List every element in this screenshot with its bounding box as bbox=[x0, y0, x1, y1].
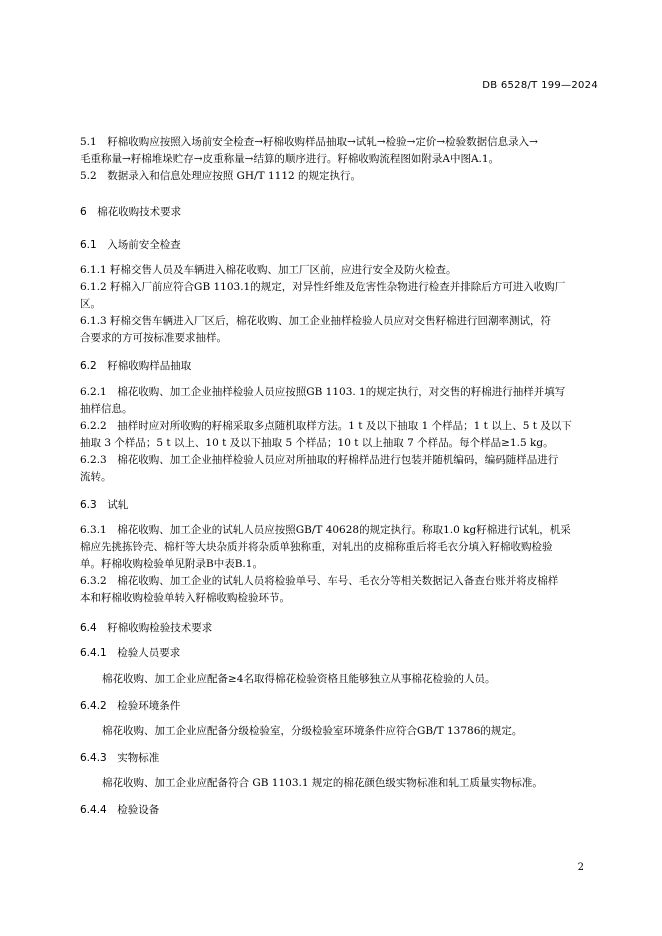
clause-6-2-1-line-1: 6.2.1 棉花收购、加工企业抽样检验人员应按照GB 1103. 1的规定执行，对交售的籽棉进行抽样并填写 bbox=[80, 386, 566, 398]
clause-5-2: 5.2 数据录入和信息处理应按照 GH/T 1112 的规定执行。 bbox=[80, 170, 362, 182]
clause-5-1-line-2: 毛重称量→籽棉堆垛贮存→皮重称量→结算的顺序进行。籽棉收购流程图如附录A中图A.1。 bbox=[80, 153, 500, 165]
clause-6-3-2-line-2: 本和籽棉收购检验单转入籽棉收购检验环节。 bbox=[80, 592, 290, 604]
section-6-2 bbox=[80, 358, 602, 375]
section-6-1-body bbox=[80, 262, 602, 347]
section-6-4-4-title: 6.4.4 检验设备 bbox=[80, 804, 160, 816]
clause-6-4-2-text: 棉花收购、加工企业应配备分级检验室，分级检验室环境条件应符合GB/T 13786的规定。 bbox=[102, 725, 523, 737]
clause-6-1-3-line-2: 合要求的方可按标准要求抽样。 bbox=[80, 332, 227, 344]
clause-6-2-2-line-1: 6.2.2 抽样时应对所收购的籽棉采取多点随机取样方法。1 t 及以下抽取 1 个样品；1 t 以上、5 t 及以下 bbox=[80, 420, 572, 432]
clause-6-2-3-line-2: 流转。 bbox=[80, 471, 112, 483]
clause-6-1-2-line-2: 区。 bbox=[80, 298, 101, 310]
section-6-3 bbox=[80, 497, 602, 514]
clause-5-1-line-1: 5.1 籽棉收购应按照入场前安全检查→籽棉收购样品抽取→试轧→检验→定价→检验数据信息录入→ bbox=[80, 136, 538, 148]
section-6-title: 6 棉花收购技术要求 bbox=[80, 206, 182, 218]
section-6-4-2-body bbox=[80, 723, 602, 740]
clause-6-4-3-text: 棉花收购、加工企业应配备符合 GB 1103.1 规定的棉花颜色级实物标准和轧工质量实物标准。 bbox=[102, 777, 543, 789]
section-6-heading-block bbox=[80, 204, 602, 221]
clause-6-3-1-line-1: 6.3.1 棉花收购、加工企业的试轧人员应按照GB/T 40628的规定执行。称取1.0 kg籽棉进行试轧，机采 bbox=[80, 524, 571, 536]
section-6-3-title: 6.3 试轧 bbox=[80, 499, 129, 511]
section-6-4-1 bbox=[80, 645, 602, 662]
clause-6-4-1-text: 棉花收购、加工企业应配备≥4名取得棉花检验资格且能够独立从事棉花检验的人员。 bbox=[102, 673, 496, 685]
clause-6-1-1: 6.1.1 籽棉交售人员及车辆进入棉花收购、加工厂区前，应进行安全及防火检查。 bbox=[80, 264, 457, 276]
clause-6-3-2-line-1: 6.3.2 棉花收购、加工企业的试轧人员将检验单号、车号、毛衣分等相关数据记入备查台账并将皮棉样 bbox=[80, 575, 559, 587]
clause-6-3-1-line-3: 单。籽棉收购检验单见附录B中表B.1。 bbox=[80, 558, 263, 570]
section-6-4-2 bbox=[80, 698, 602, 715]
section-6-1 bbox=[80, 237, 602, 254]
section-6-3-body bbox=[80, 522, 602, 607]
section-6-4-3 bbox=[80, 750, 602, 767]
document-id-header: DB 6528/T 199—2024 bbox=[482, 80, 598, 91]
clause-6-3-1-line-2: 棉应先挑拣铃壳、棉杆等大块杂质并将杂质单独称重，对轧出的皮棉称重后将毛衣分填入籽棉收购检验 bbox=[80, 541, 553, 553]
section-6-2-title: 6.2 籽棉收购样品抽取 bbox=[80, 360, 192, 372]
section-6-2-body bbox=[80, 384, 602, 486]
section-6-1-title: 6.1 入场前安全检查 bbox=[80, 239, 181, 251]
clause-6-2-1-line-2: 抽样信息。 bbox=[80, 403, 133, 415]
clause-6-2-3-line-1: 6.2.3 棉花收购、加工企业抽样检验人员应对所抽取的籽棉样品进行包装并随机编码，编码随样品进行 bbox=[80, 454, 559, 466]
section-6-4-title: 6.4 籽棉收购检验技术要求 bbox=[80, 622, 213, 634]
section-6-4-3-body bbox=[80, 775, 602, 792]
clause-6-1-2-line-1: 6.1.2 籽棉入厂前应符合GB 1103.1的规定，对异性纤维及危害性杂物进行检查并排除后方可进入收购厂 bbox=[80, 281, 566, 293]
section-6-4-2-title: 6.4.2 检验环境条件 bbox=[80, 700, 181, 712]
section-5 bbox=[80, 134, 602, 185]
clause-6-2-2-line-2: 抽取 3 个样品；5 t 以上、10 t 及以下抽取 5 个样品；10 t 以上抽取 7 个样品。每个样品≥1.5 kg。 bbox=[80, 437, 554, 449]
page-number: 2 bbox=[577, 862, 584, 873]
section-6-4-4 bbox=[80, 802, 602, 819]
section-6-4-3-title: 6.4.3 实物标准 bbox=[80, 752, 160, 764]
section-6-4-1-title: 6.4.1 检验人员要求 bbox=[80, 647, 181, 659]
section-6-4-1-body bbox=[80, 671, 602, 688]
clause-6-1-3-line-1: 6.1.3 籽棉交售车辆进入厂区后，棉花收购、加工企业抽样检验人员应对交售籽棉进行回潮率测试，符 bbox=[80, 315, 552, 327]
section-6-4 bbox=[80, 620, 602, 637]
